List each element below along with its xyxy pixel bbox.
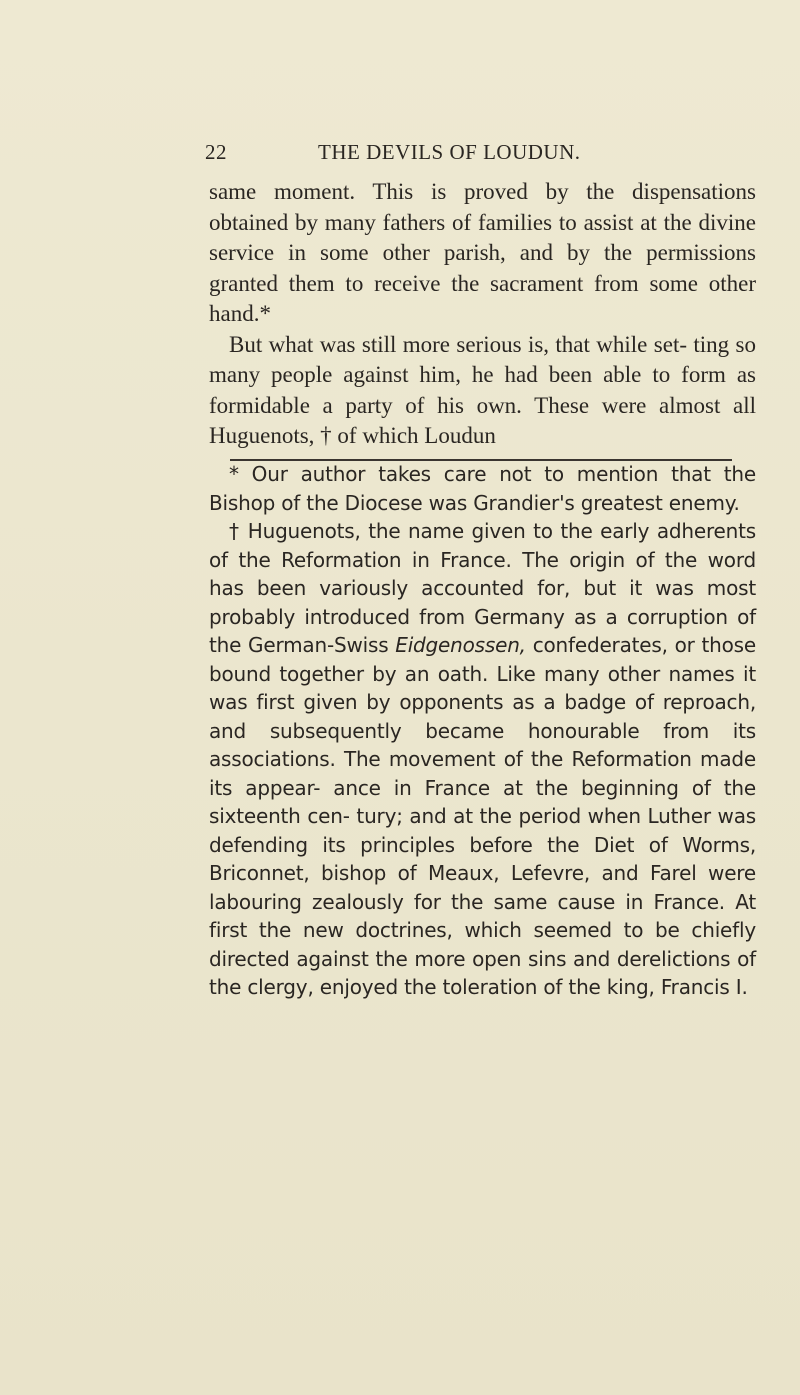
footnote-dagger [209, 517, 756, 1002]
body-paragraph-2: But what was still more serious is, that while set- ting so many people against him, he had been able to form as formidable a party of his own. These were almost all Huguenots, † of which Loudun [209, 331, 756, 448]
running-head [205, 140, 645, 170]
running-title: THE DEVILS OF LOUDUN. [318, 140, 581, 164]
footnote-star: * Our author takes care not to mention that the Bishop of the Diocese was Grandier's greatest enemy. [209, 462, 756, 515]
footnotes [209, 460, 756, 1002]
footnote-dagger-italic: Eidgenossen, [395, 633, 526, 657]
page-number: 22 [205, 140, 227, 164]
footnote-dagger-text-1: † Huguenots, the name given to the early adherents of the Reformation in France. The origin of the word has been variously accounted for, but it was most probably introduced from Germany as a corruption of the German-Swiss [209, 519, 756, 657]
footnote-dagger-text-2: confederates, or those bound together by an oath. Like many other names it was first given by opponents as a badge of reproach, and subsequently became honourable from its associations. The movement of the Reformation made its appear- ance in France at the beginning of the sixteenth cen- tury; and at the period when Luther was defending its principles before the Diet of Worms, Briconnet, bishop of Meaux, Lefevre, and Farel were labouring zealously for the same cause in France. At first the new doctrines, which seemed to be chiefly directed against the more open sins and derelictions of the clergy, enjoyed the toleration of the king, Francis I. [209, 633, 756, 999]
main-text [209, 177, 756, 452]
body-paragraph-1: same moment. This is proved by the dispensations obtained by many fathers of families to assist at the divine service in some other parish, and by the permissions granted them to receive the sacrament from some other hand.* [209, 179, 756, 326]
